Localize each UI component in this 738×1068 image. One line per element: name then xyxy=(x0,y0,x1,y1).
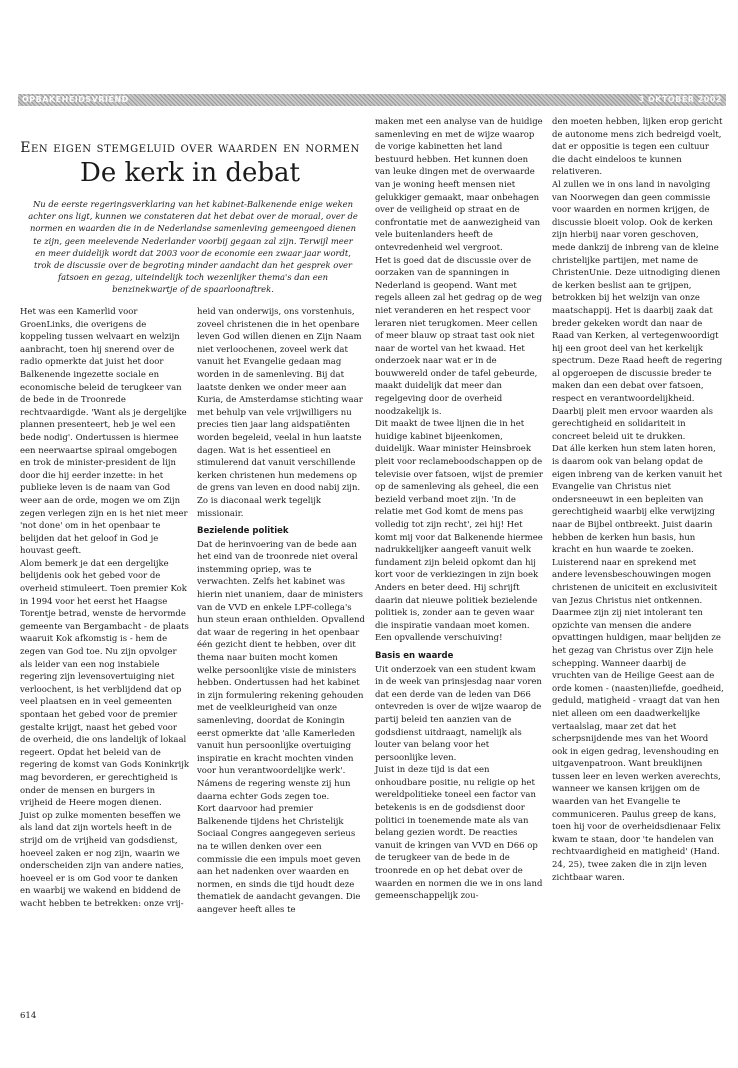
column-4 xyxy=(552,116,724,884)
paragraph: maken met een analyse van de huidige samenleving en met de wijze waarop de vorige kabinetten het land bestuurd hebben. Het kunnen doen van leuke dingen met de overwaarde van je woning heeft mensen niet gelukkiger gemaakt, maar onbehagen over de veiligheid op straat en de confrontatie met de aanwezigheid van vele buitenlanders heeft de ontevredenheid wel vergroot. xyxy=(375,117,543,253)
column-1 xyxy=(20,306,190,911)
article-kicker: Een eigen stemgeluid over waarden en normen xyxy=(20,140,360,156)
paragraph: Kort daarvoor had premier Balkenende tijdens het Christelijk Sociaal Congres aangegeven serieus na te willen denken over een commissie die een impuls moet geven aan het nadenken over waarden en normen, en sinds die tijd houdt deze thematiek de aandacht gevangen. Die aangever heeft alles te xyxy=(197,804,361,915)
paragraph: Al zullen we in ons land in navolging van Noorwegen dan geen commissie voor waarden en normen krijgen, de discussie bloeit volop. Ook de kerken zijn hierbij naar voren geschoven, mede dankzij de inbreng van de kleine christelijke partijen, met name de ChristenUnie. Deze uitnodiging dienen de kerken beslist aan te grijpen, betrokken bij het welzijn van onze maatschappij. Het is daarbij zaak dat breder gekeken wordt dan naar de Raad van Kerken, al vertegenwoordigt hij een groot deel van het kerkelijk spectrum. Deze Raad heeft de regering al opgeroepen de discussie breder te maken dan een debat over fatsoen, respect en verantwoordelijkheid. Daarbij pleit men ervoor waarden als gerechtigheid en solidariteit in concreet beleid uit te drukken. xyxy=(552,179,723,442)
paragraph: heid van onderwijs, ons vorstenhuis, zoveel christenen die in het openbare leven God willen dienen en Zijn Naam niet verloochenen, zoveel werk dat vanuit het Evangelie gedaan mag worden in de samenleving. Bij dat laatste denken we onder meer aan Kuria, de Amsterdamse stichting waar met behulp van vele vrijwilligers nu precies tien jaar lang aidspatiënten worden begeleid, veelal in hun laatste dagen. Wat is het essentieel en stimulerend dat vanuit verschillende kerken christenen hun medemens op de grens van leven en dood nabij zijn. Zo is diaconaal werk tegelijk missionair. xyxy=(197,307,363,519)
column-3 xyxy=(375,116,543,903)
paragraph: Juist op zulke momenten beseffen we als land dat zijn wortels heeft in de strijd om de vrijheid van godsdienst, hoeveel zaken er nog zijn, waarin we onderscheiden zijn van andere naties, hoeveel er is om God voor te danken en waarbij we wakend en biddend de wacht hebben te betrekken: onze vrij- xyxy=(20,810,184,909)
paragraph: den moeten hebben, lijken erop gericht de autonome mens zich bedreigd voelt, dat er oppositie is tegen een cultuur die dacht eindeloos te kunnen relativeren. xyxy=(552,117,723,178)
paragraph: Juist in deze tijd is dat een onhoudbare positie, nu religie op het wereldpolitieke toneel een factor van betekenis is en de godsdienst door politici in toenemende mate als van belang gezien wordt. De reacties vanuit de kringen van VVD en D66 op de terugkeer van de bede in de troonrede en op het debat over de waarden en normen die we in ons land gemeenschappelijk zou- xyxy=(375,765,543,902)
header-bar xyxy=(18,94,726,106)
section-heading: Basis en waarde xyxy=(375,650,454,661)
paragraph: Alom bemerk je dat een dergelijke belijdenis ook het gebed voor de overheid stimuleert. Toen premier Kok in 1994 voor het eerst het Haagse Torentje betrad, wenste de hervormde gemeente van Bergambacht - de plaats waaruit Kok afkomstig is - hem de zegen van God toe. Nu zijn opvolger als leider van een nog instabiele regering zijn levensovertuiging niet verloochent, is het verblijdend dat op veel plaatsen en in veel gemeenten spontaan het gebed voor de premier gestalte krijgt, naast het gebed voor de overheid, die ons landelijk of lokaal regeert. Opdat het beleid van de regering de komst van Gods Koninkrijk mag bevorderen, er gerechtigheid is onder de mensen en burgers in vrijheid de Heere mogen dienen. xyxy=(20,558,190,809)
page-number: 614 xyxy=(20,1011,37,1021)
column-2 xyxy=(197,306,365,917)
paragraph: Dit maakt de twee lijnen die in het huidige kabinet bijeenkomen, duidelijk. Waar minister Heinsbroek pleit voor reclameboodschappen op de televisie over fatsoen, wijst de premier op de samenleving als geheel, die een bezield verband moet zijn. 'In de relatie met God komt de mens pas volledig tot zijn recht', zei hij! Het komt mij voor dat Balkenende hiermee nadrukkelijker aangeeft vanuit welk fundament zijn beleid opkomt dan hij kort voor de verkiezingen in zijn boek Anders en beter deed. Hij schrijft daarin dat nieuwe politiek bezielende politiek is, zonder aan te geven waar die inspiratie vandaan moet komen. Een opvallende verschuiving! xyxy=(375,419,543,644)
issue-date: 3 OKTOBER 2002 xyxy=(638,95,722,104)
paragraph: Dat de herinvoering van de bede aan het eind van de troonrede niet overal instemming opriep, was te verwachten. Zelfs het kabinet was hierin niet unaniem, daar de ministers van de VVD en enkele LPF-collega's hun steun eraan onthielden. Opvallend dat waar de regering in het openbaar één gezicht dient te hebben, over dit thema naar buiten mocht komen welke persoonlijke visie de ministers hebben. Ondertussen had het kabinet in zijn formulering rekening gehouden met de veelkleurigheid van onze samenleving, doordat de Koningin eerst opmerkte dat 'alle Kamerleden vanuit hun persoonlijke overtuiging inspiratie en kracht mochten vinden voor hun verantwoordelijke werk'. Námens de regering wenste zij hun daarna echter Gods zegen toe. xyxy=(197,539,365,802)
section-heading: Bezielende politiek xyxy=(197,526,289,537)
article-title: De kerk in debat xyxy=(79,158,301,188)
paragraph: Het was een Kamerlid voor GroenLinks, die overigens de koppeling tussen welvaart en welzijn aanbracht, toen hij snerend over de radio opmerkte dat juist het door Balkenende ingezette sociale en economische beleid de terugkeer van de bede in de Troonrede rechtvaardigde. 'Want als je dergelijke plannen presenteert, heb je wel een bede nodig'. Ondertussen is hiermee een neerwaartse spiraal omgebogen en trok de minister-president de lijn door die hij eerder inzette: in het publieke leven is de naam van God weer aan de orde, mogen we om Zijn zegen verlegen zijn en is het niet meer 'not done' om in het openbaar te belijden dat het geloof in God je houvast geeft. xyxy=(20,307,188,557)
paragraph: Het is goed dat de discussie over de oorzaken van de spanningen in Nederland is geopend. Want met regels alleen zal het gedrag op de weg niet veranderen en het respect voor leraren niet terugkomen. Meer cellen of meer blauw op straat tast ook niet naar de wortel van het kwaad. Het onderzoek naar wat er in de bouwwereld onder de tafel gebeurde, maakt duidelijk dat meer dan regelgeving door de overheid noodzakelijk is. xyxy=(375,255,543,417)
publication-name: OPBAKEHEIDSVRIEND xyxy=(22,95,129,104)
article-intro: Nu de eerste regeringsverklaring van het kabinet-Balkenende enige weken achter ons ligt, kunnen we constateren dat het debat over de moraal, over de normen en waarden die in de Nederlandse samenleving gemeengoed dienen te zijn, geen meelevende Nederlander voorbij gegaan zal zijn. Terwijl meer en meer duidelijk wordt dat 2003 voor de economie een zwaar jaar wordt, trok de discussie over de begroting minder aandacht dan het gesprek over fatsoen en gezag, uiteindelijk toch wezenlijker thema's dan een benzinekwartje of de spaarloonaftrek. xyxy=(28,199,358,295)
paragraph: Uit onderzoek van een student kwam in de week van prinsjesdag naar voren dat een derde van de leden van D66 ontevreden is over de wijze waarop de partij beleid ten aanzien van de godsdienst uitdraagt, namelijk als louter van belang voor het persoonlijke leven. xyxy=(375,664,542,763)
paragraph: Dat álle kerken hun stem laten horen, is daarom ook van belang opdat de eigen inbreng van de kerken vanuit het Evangelie van Christus niet ondersneeuwt in een bepleiten van gerechtigheid waarbij elke verwijzing naar de Bijbel ontbreekt. Juist daarin hebben de kerken hun basis, hun kracht en hun waarde te zoeken. Luisterend naar en sprekend met andere levensbeschouwingen mogen christenen de uniciteit en exclusiviteit van Jezus Christus niet ontkennen. Daarmee zijn zij niet intolerant ten opzichte van mensen die andere opvattingen huldigen, maar belijden ze het gezag van Christus over Zijn hele schepping. Wanneer daarbij de vruchten van de Heilige Geest aan de orde komen - (naasten)liefde, goedheid, geduld, matigheid - vraagt dat van hen niet alleen om een daadwerkelijke vertaalslag, maar zet dat het scherpsnijdende mes van het Woord ook in eigen gedrag, levenshouding en uitgavenpatroon. Want breuklijnen tussen leer en leven werken averechts, wanneer we kansen krijgen om de waarden van het Evangelie te communiceren. Paulus greep de kans, toen hij voor de overheidsdienaar Felix kwam te staan, door 'te handelen van rechtvaardigheid en matigheid' (Hand. 24, 25), twee zaken die in zijn leven zichtbaar waren. xyxy=(552,444,724,883)
